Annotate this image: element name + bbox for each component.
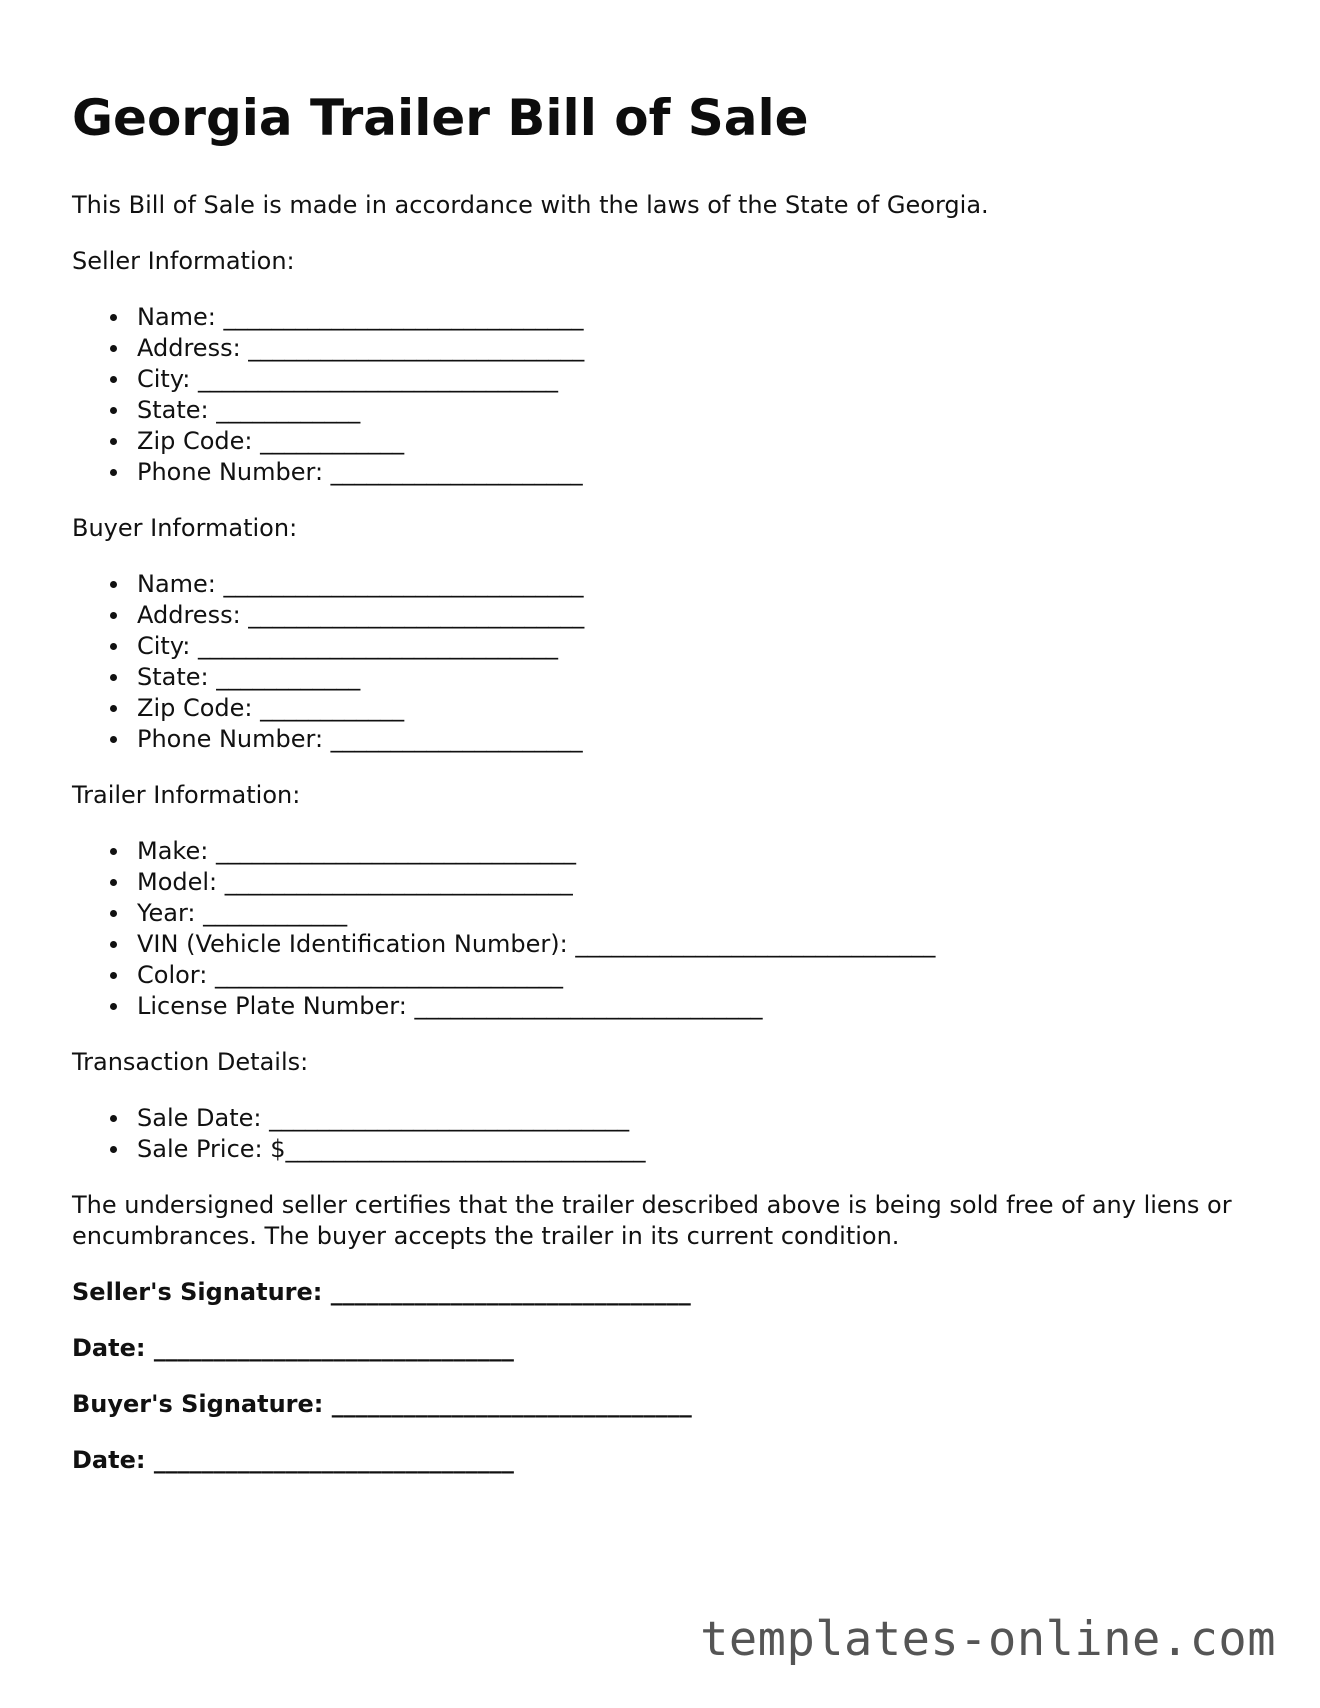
sale-price-field: Sale Price: $______________________________ (137, 1134, 1252, 1165)
seller-fields-list (72, 302, 1252, 488)
buyer-section-heading: Buyer Information: (72, 514, 298, 542)
seller-name-field: Name: ______________________________ (137, 302, 1252, 333)
trailer-color-field: Color: _____________________________ (137, 960, 1252, 991)
buyer-zip-field: Zip Code: ____________ (137, 693, 1252, 724)
buyer-name-field: Name: ______________________________ (137, 569, 1252, 600)
buyer-city-field: City: ______________________________ (137, 631, 1252, 662)
buyer-phone-field: Phone Number: _____________________ (137, 724, 1252, 755)
transaction-fields-list (72, 1103, 1252, 1165)
trailer-model-field: Model: _____________________________ (137, 867, 1252, 898)
seller-city-field: City: ______________________________ (137, 364, 1252, 395)
seller-date-line: Date: ______________________________ (72, 1334, 514, 1362)
seller-signature-line: Seller's Signature: ______________________________ (72, 1278, 691, 1306)
buyer-fields-list (72, 569, 1252, 755)
trailer-make-field: Make: ______________________________ (137, 836, 1252, 867)
seller-zip-field: Zip Code: ____________ (137, 426, 1252, 457)
seller-address-field: Address: ____________________________ (137, 333, 1252, 364)
trailer-year-field: Year: ____________ (137, 898, 1252, 929)
watermark: templates-online.com (700, 1612, 1276, 1667)
trailer-vin-field: VIN (Vehicle Identification Number): ______________________________ (137, 929, 1252, 960)
buyer-signature-line: Buyer's Signature: ______________________________ (72, 1390, 692, 1418)
transaction-section-heading: Transaction Details: (72, 1048, 309, 1076)
document-page (72, 88, 1252, 1501)
page-title: Georgia Trailer Bill of Sale (72, 89, 809, 147)
intro-paragraph: This Bill of Sale is made in accordance with the laws of the State of Georgia. (72, 191, 989, 219)
sale-date-field: Sale Date: ______________________________ (137, 1103, 1252, 1134)
seller-state-field: State: ____________ (137, 395, 1252, 426)
buyer-state-field: State: ____________ (137, 662, 1252, 693)
buyer-date-line: Date: ______________________________ (72, 1446, 514, 1474)
trailer-fields-list (72, 836, 1252, 1022)
trailer-section-heading: Trailer Information: (72, 781, 301, 809)
trailer-license-plate-field: License Plate Number: _____________________________ (137, 991, 1252, 1022)
buyer-address-field: Address: ____________________________ (137, 600, 1252, 631)
certification-paragraph: The undersigned seller certifies that the trailer described above is being sold free of any liens or encumbrances. The buyer accepts the trailer in its current condition. (72, 1191, 1232, 1250)
seller-section-heading: Seller Information: (72, 247, 295, 275)
seller-phone-field: Phone Number: _____________________ (137, 457, 1252, 488)
